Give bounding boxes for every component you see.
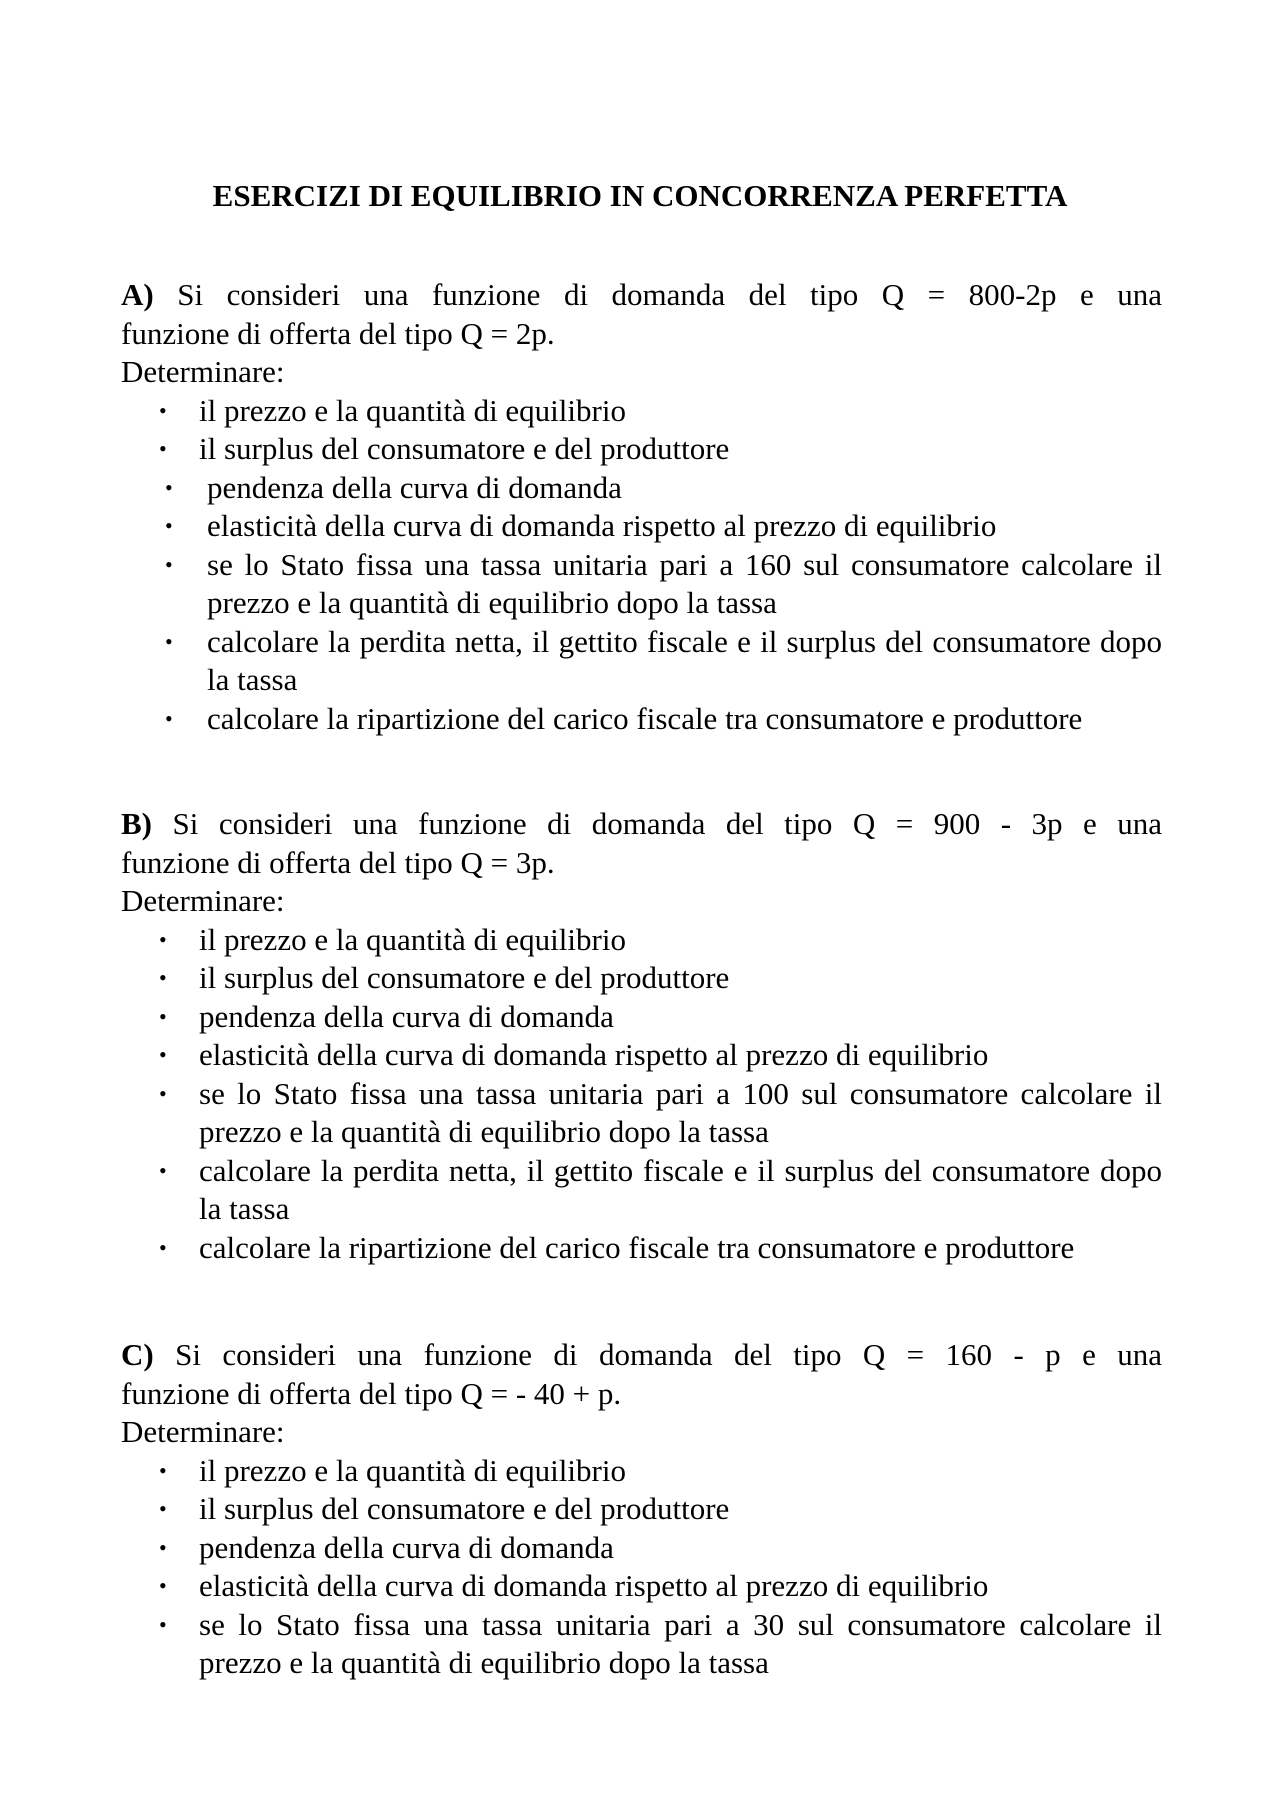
list-item: [121, 392, 1162, 431]
bullet-icon: •: [159, 1611, 167, 1637]
list-item: [121, 546, 1162, 623]
bullet-icon: •: [159, 1496, 167, 1521]
page-title: ESERCIZI DI EQUILIBRIO IN CONCORRENZA PERFETTA: [212, 178, 1068, 213]
task-list: [121, 1452, 1162, 1683]
task-text: il surplus del consumatore e del produttore: [199, 1491, 730, 1526]
intro-line-1: [121, 805, 1162, 844]
list-item: [121, 921, 1162, 960]
task-text: pendenza della curva di domanda: [199, 1529, 614, 1565]
bullet-icon: •: [159, 1003, 167, 1029]
list-item: [121, 1606, 1162, 1683]
bullet-icon: •: [159, 965, 167, 990]
task-text: pendenza della curva di domanda: [207, 469, 622, 505]
exercise-label: B): [121, 806, 152, 841]
task-text: se lo Stato fissa una tassa unitaria pari a 30 sul consumatore calcolare il prezzo e la quantità di equilibrio dopo la tassa: [199, 1606, 1162, 1680]
bullet-icon: •: [165, 628, 173, 654]
bullet-icon: •: [159, 1042, 167, 1067]
exercise-label: C): [121, 1337, 154, 1372]
list-item: [121, 469, 1162, 508]
exercise-intro: [121, 276, 1162, 353]
bullet-icon: •: [159, 926, 167, 952]
task-text: calcolare la perdita netta, il gettito fiscale e il surplus del consumatore dopo la tassa: [199, 1152, 1162, 1226]
task-list: [121, 921, 1162, 1268]
intro-line-2: funzione di offerta del tipo Q = - 40 + p.: [121, 1375, 622, 1411]
exercise-label: A): [121, 277, 154, 312]
bullet-icon: •: [165, 474, 173, 500]
bullet-icon: •: [159, 1457, 167, 1483]
task-text: il prezzo e la quantità di equilibrio: [199, 921, 626, 957]
task-text: elasticità della curva di domanda rispetto al prezzo di equilibrio: [199, 1568, 989, 1603]
bullet-icon: •: [159, 1234, 167, 1260]
list-item: [121, 700, 1162, 739]
list-item: [121, 959, 1162, 998]
determine-heading: Determinare:: [121, 1414, 285, 1449]
bullet-icon: •: [165, 551, 173, 577]
bullet-icon: •: [165, 513, 173, 538]
list-item: [121, 1452, 1162, 1491]
intro-line-1: [121, 276, 1162, 315]
intro-line-2: funzione di offerta del tipo Q = 3p.: [121, 844, 555, 880]
list-item: [121, 430, 1162, 469]
list-item: [121, 998, 1162, 1037]
intro-text: Si consideri una funzione di domanda del tipo Q = 900 - 3p e una: [172, 806, 1162, 841]
task-text: il surplus del consumatore e del produttore: [199, 960, 730, 995]
task-text: se lo Stato fissa una tassa unitaria pari a 160 sul consumatore calcolare il prezzo e la quantità di equilibrio dopo la tassa: [207, 546, 1162, 620]
list-item: [121, 1529, 1162, 1568]
list-item: [121, 1567, 1162, 1606]
bullet-icon: •: [159, 1573, 167, 1598]
task-text: il prezzo e la quantità di equilibrio: [199, 1452, 626, 1488]
list-item: [121, 1229, 1162, 1268]
task-text: il surplus del consumatore e del produttore: [199, 431, 730, 466]
task-text: pendenza della curva di domanda: [199, 998, 614, 1034]
exercise-intro: [121, 805, 1162, 882]
exercise-a: [121, 276, 1162, 738]
task-text: se lo Stato fissa una tassa unitaria pari a 100 sul consumatore calcolare il prezzo e la quantità di equilibrio dopo la tassa: [199, 1075, 1162, 1149]
exercise-b: [121, 805, 1162, 1267]
bullet-icon: •: [159, 397, 167, 423]
list-item: [121, 1075, 1162, 1152]
bullet-icon: •: [159, 1080, 167, 1106]
bullet-icon: •: [159, 1157, 167, 1183]
determine-heading: Determinare:: [121, 354, 285, 389]
bullet-icon: •: [159, 436, 167, 461]
list-item: [121, 1490, 1162, 1529]
task-list: [121, 392, 1162, 739]
exercise-intro: [121, 1336, 1162, 1413]
exercise-c: [121, 1336, 1162, 1683]
task-text: il prezzo e la quantità di equilibrio: [199, 392, 626, 428]
task-text: elasticità della curva di domanda rispetto al prezzo di equilibrio: [207, 508, 997, 543]
task-text: calcolare la perdita netta, il gettito fiscale e il surplus del consumatore dopo la tassa: [207, 623, 1162, 697]
task-text: calcolare la ripartizione del carico fiscale tra consumatore e produttore: [207, 700, 1083, 736]
task-text: calcolare la ripartizione del carico fiscale tra consumatore e produttore: [199, 1229, 1075, 1265]
intro-line-2: funzione di offerta del tipo Q = 2p.: [121, 315, 555, 351]
intro-text: Si consideri una funzione di domanda del tipo Q = 800-2p e una: [177, 277, 1163, 312]
determine-heading: Determinare:: [121, 883, 285, 918]
intro-text: Si consideri una funzione di domanda del tipo Q = 160 - p e una: [175, 1337, 1162, 1372]
list-item: [121, 1152, 1162, 1229]
bullet-icon: •: [159, 1534, 167, 1560]
intro-line-1: [121, 1336, 1162, 1375]
list-item: [121, 507, 1162, 546]
bullet-icon: •: [165, 705, 173, 731]
list-item: [121, 623, 1162, 700]
task-text: elasticità della curva di domanda rispetto al prezzo di equilibrio: [199, 1037, 989, 1072]
list-item: [121, 1036, 1162, 1075]
